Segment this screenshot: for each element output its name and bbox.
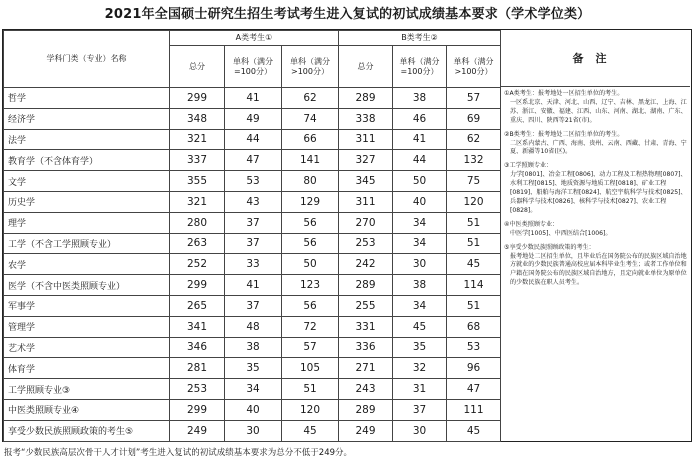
a-score-cell: 30	[225, 420, 282, 441]
a-score-cell: 66	[282, 129, 339, 150]
table-row	[4, 420, 501, 441]
subject-name: 工学照顾专业③	[4, 379, 170, 400]
table-row	[4, 275, 501, 296]
a-score-cell: 321	[170, 191, 225, 212]
b-score-cell: 31	[393, 379, 447, 400]
b-single100-header: 单科（满分=100分）	[393, 46, 447, 88]
subject-name: 教育学（不含体育学）	[4, 150, 170, 171]
b-score-cell: 38	[393, 88, 447, 109]
a-score-cell: 72	[282, 316, 339, 337]
b-score-cell: 111	[447, 399, 501, 420]
b-total-header: 总分	[339, 46, 393, 88]
subject-name: 经济学	[4, 108, 170, 129]
note-title: ①A类考生：报考地处一区招生单位的考生。	[504, 90, 624, 97]
table-row	[4, 108, 501, 129]
note-item	[504, 221, 687, 239]
page-title: 2021年全国硕士研究生招生考试考生进入复试的初试成绩基本要求（学术学位类）	[104, 7, 591, 22]
b-score-cell: 331	[339, 316, 393, 337]
b-score-cell: 132	[447, 150, 501, 171]
note-detail: 中医学[1005]、中西医结合[1006]。	[510, 229, 612, 237]
b-score-cell: 37	[393, 399, 447, 420]
a-score-cell: 56	[282, 295, 339, 316]
b-score-cell: 53	[447, 337, 501, 358]
a-score-cell: 281	[170, 358, 225, 379]
table-row	[4, 358, 501, 379]
a-score-cell: 53	[225, 171, 282, 192]
b-score-cell: 41	[393, 129, 447, 150]
a-score-cell: 43	[225, 191, 282, 212]
a-score-cell: 41	[225, 88, 282, 109]
a-score-cell: 141	[282, 150, 339, 171]
b-score-cell: 114	[447, 275, 501, 296]
b-score-cell: 50	[393, 171, 447, 192]
note-title: ②B类考生：报考地处二区招生单位的考生。	[504, 130, 624, 138]
a-score-cell: 33	[225, 254, 282, 275]
a-score-cell: 56	[282, 212, 339, 233]
b-score-cell: 51	[447, 233, 501, 254]
table-row	[4, 129, 501, 150]
a-score-cell: 321	[170, 129, 225, 150]
b-score-cell: 44	[393, 150, 447, 171]
subject-name: 管理学	[4, 316, 170, 337]
a-score-cell: 299	[170, 88, 225, 109]
a-score-cell: 38	[225, 337, 282, 358]
table-row	[4, 254, 501, 275]
a-score-cell: 348	[170, 108, 225, 129]
note-item	[504, 90, 687, 126]
subject-name: 医学（不含中医类照顾专业）	[4, 275, 170, 296]
a-score-cell: 51	[282, 379, 339, 400]
subject-name: 工学（不含工学照顾专业）	[4, 233, 170, 254]
b-score-cell: 120	[447, 191, 501, 212]
a-score-cell: 120	[282, 399, 339, 420]
a-total-header: 总分	[170, 46, 225, 88]
a-score-cell: 62	[282, 88, 339, 109]
note-detail: 二区系内蒙古、广西、海南、贵州、云南、西藏、甘肃、青海、宁夏、新疆等10省(区)。	[510, 139, 687, 156]
b-score-cell: 338	[339, 108, 393, 129]
a-score-cell: 44	[225, 129, 282, 150]
subject-name: 享受少数民族照顾政策的考生⑤	[4, 420, 170, 441]
note-detail: 报考地处二区招生单位，且毕业后在国务院公布的民族区域自治地方就业的少数民族普通高校应届本科毕业生考生；或者工作单位和户籍在国务院公布的民族区域自治地方，且定向就业单位为原单位的少数民族在职人员考生。	[510, 252, 687, 287]
b-score-cell: 96	[447, 358, 501, 379]
b-score-cell: 46	[393, 108, 447, 129]
a-score-cell: 280	[170, 212, 225, 233]
b-score-cell: 57	[447, 88, 501, 109]
a-group-header: A类考生①	[170, 31, 339, 46]
b-score-cell: 47	[447, 379, 501, 400]
score-table-frame	[2, 29, 692, 442]
a-score-cell: 129	[282, 191, 339, 212]
b-score-cell: 243	[339, 379, 393, 400]
table-row	[4, 88, 501, 109]
a-score-cell: 45	[282, 420, 339, 441]
score-table	[3, 30, 501, 442]
note-item	[504, 162, 687, 215]
subject-name: 艺术学	[4, 337, 170, 358]
subject-name: 体育学	[4, 358, 170, 379]
a-score-cell: 341	[170, 316, 225, 337]
b-score-cell: 255	[339, 295, 393, 316]
b-score-cell: 34	[393, 212, 447, 233]
b-score-cell: 345	[339, 171, 393, 192]
table-row	[4, 295, 501, 316]
subject-name: 中医类照顾专业④	[4, 399, 170, 420]
a-score-cell: 48	[225, 316, 282, 337]
b-score-cell: 30	[393, 420, 447, 441]
a-score-cell: 35	[225, 358, 282, 379]
b-score-cell: 30	[393, 254, 447, 275]
b-score-cell: 35	[393, 337, 447, 358]
b-score-cell: 69	[447, 108, 501, 129]
b-score-cell: 62	[447, 129, 501, 150]
a-score-cell: 34	[225, 379, 282, 400]
footnote: 报考“少数民族高层次骨干人才计划”考生进入复试的初试成绩基本要求为总分不低于249分。	[4, 448, 353, 458]
a-score-cell: 265	[170, 295, 225, 316]
table-row	[4, 379, 501, 400]
a-score-cell: 56	[282, 233, 339, 254]
b-score-cell: 32	[393, 358, 447, 379]
table-row	[4, 150, 501, 171]
b-score-cell: 45	[447, 254, 501, 275]
a-score-cell: 74	[282, 108, 339, 129]
a-score-cell: 123	[282, 275, 339, 296]
b-score-cell: 51	[447, 212, 501, 233]
b-group-header: B类考生②	[339, 31, 501, 46]
note-detail: 力学[0801]、冶金工程[0806]、动力工程及工程热物理[0807]、水利工程[0815]、地质资源与地质工程[0818]、矿业工程[0819]、船舶与海洋工程[0824]、航空宇航科学与技术[0825]、兵器科学与技术[0826]、核科学与技术[0827]、农业工程[0828]。	[510, 171, 687, 214]
a-score-cell: 337	[170, 150, 225, 171]
a-score-cell: 49	[225, 108, 282, 129]
table-row	[4, 316, 501, 337]
a-score-cell: 50	[282, 254, 339, 275]
b-score-cell: 249	[339, 420, 393, 441]
a-score-cell: 37	[225, 295, 282, 316]
a-score-cell: 80	[282, 171, 339, 192]
table-row	[4, 171, 501, 192]
subject-name: 农学	[4, 254, 170, 275]
a-score-cell: 355	[170, 171, 225, 192]
b-single-over100-header: 单科（满分>100分）	[447, 46, 501, 88]
note-title: ④中医类照顾专业：	[504, 220, 559, 228]
a-score-cell: 252	[170, 254, 225, 275]
b-score-cell: 311	[339, 191, 393, 212]
a-score-cell: 249	[170, 420, 225, 441]
b-score-cell: 75	[447, 171, 501, 192]
notes-header: 备注	[501, 30, 690, 87]
table-row	[4, 212, 501, 233]
notes-column	[500, 30, 690, 440]
b-score-cell: 40	[393, 191, 447, 212]
b-score-cell: 270	[339, 212, 393, 233]
notes-body	[501, 87, 690, 288]
b-score-cell: 311	[339, 129, 393, 150]
b-score-cell: 38	[393, 275, 447, 296]
table-row	[4, 337, 501, 358]
a-score-cell: 40	[225, 399, 282, 420]
a-score-cell: 299	[170, 275, 225, 296]
b-score-cell: 289	[339, 88, 393, 109]
b-score-cell: 45	[393, 316, 447, 337]
b-score-cell: 45	[447, 420, 501, 441]
note-detail: 一区系北京、天津、河北、山西、辽宁、吉林、黑龙江、上海、江苏、浙江、安徽、福建、江西、山东、河南、湖北、湖南、广东、重庆、四川、陕西等21省(市)。	[510, 98, 687, 124]
subject-header: 学科门类（专业）名称	[4, 31, 170, 88]
a-score-cell: 37	[225, 212, 282, 233]
b-score-cell: 34	[393, 233, 447, 254]
b-score-cell: 289	[339, 399, 393, 420]
a-single100-header: 单科（满分=100分）	[225, 46, 282, 88]
b-score-cell: 68	[447, 316, 501, 337]
b-score-cell: 242	[339, 254, 393, 275]
subject-name: 军事学	[4, 295, 170, 316]
subject-name: 法学	[4, 129, 170, 150]
a-single-over100-header: 单科（满分>100分）	[282, 46, 339, 88]
table-row	[4, 233, 501, 254]
table-row	[4, 399, 501, 420]
b-score-cell: 336	[339, 337, 393, 358]
subject-name: 哲学	[4, 88, 170, 109]
b-score-cell: 51	[447, 295, 501, 316]
note-title: ⑤享受少数民族照顾政策的考生：	[504, 243, 595, 251]
a-score-cell: 263	[170, 233, 225, 254]
a-score-cell: 57	[282, 337, 339, 358]
note-item	[504, 131, 687, 158]
score-rows	[4, 88, 501, 442]
a-score-cell: 299	[170, 399, 225, 420]
a-score-cell: 346	[170, 337, 225, 358]
note-item	[504, 244, 687, 289]
b-score-cell: 327	[339, 150, 393, 171]
a-score-cell: 105	[282, 358, 339, 379]
a-score-cell: 253	[170, 379, 225, 400]
a-score-cell: 47	[225, 150, 282, 171]
a-score-cell: 37	[225, 233, 282, 254]
b-score-cell: 289	[339, 275, 393, 296]
subject-name: 理学	[4, 212, 170, 233]
subject-name: 文学	[4, 171, 170, 192]
b-score-cell: 34	[393, 295, 447, 316]
b-score-cell: 253	[339, 233, 393, 254]
table-row	[4, 191, 501, 212]
b-score-cell: 271	[339, 358, 393, 379]
subject-name: 历史学	[4, 191, 170, 212]
note-title: ③工学照顾专业：	[504, 162, 553, 170]
a-score-cell: 41	[225, 275, 282, 296]
